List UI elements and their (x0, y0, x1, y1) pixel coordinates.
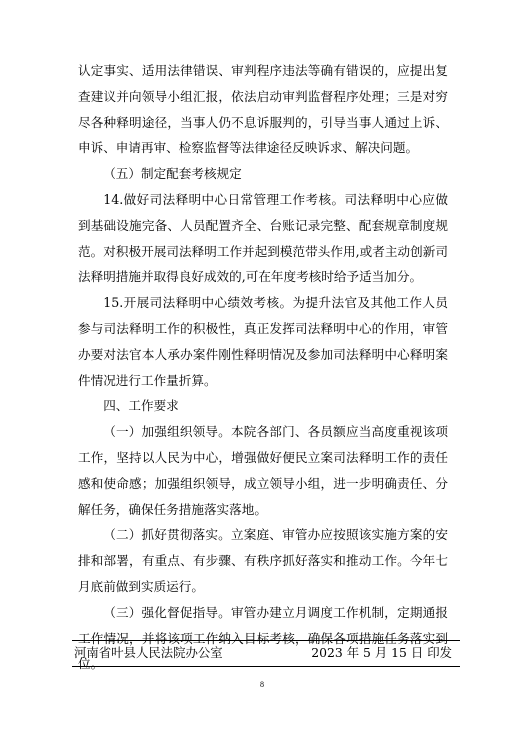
footer-issuer: 河南省叶县人民法院办公室 (74, 645, 223, 660)
footer-bottom-rule (72, 666, 460, 667)
paragraph-requirement-two: （二）抓好贯彻落实。立案庭、审管办应按照该实施方案的安排和部署，有重点、有步骤、有秩序抓好落实和推动工作。今年七月底前做到实质运行。 (78, 527, 448, 594)
paragraph-item-15: 15.开展司法释明中心绩效考核。为提升法官及其他工作人员参与司法释明工作的积极性，真正发挥司法释明中心的作用，审管办要对法官本人承办案件刚性释明情况及参加司法释明中心释明案件情况进行工作量折算。 (78, 295, 448, 388)
footer-top-rule (72, 640, 460, 641)
section-heading-work-requirements: 四、工作要求 (103, 398, 179, 414)
paragraph-item-14: 14.做好司法释明中心日常管理工作考核。司法释明中心应做到基础设施完备、人员配置齐全、台账记录完整、配套规章制度规范。对积极开展司法释明工作并起到模范带头作用,或者主动创新司法释明措施并取得良好成效的,可在年度考核时给予适当加分。 (78, 191, 448, 285)
document-body (78, 58, 448, 677)
paragraph-requirement-three: （三）强化督促指导。审管办建立月调度工作机制，定期通报工作情况，并将该项工作纳入目标考核，确保各项措施任务落实到位。 (78, 604, 448, 672)
page-number: 8 (260, 680, 264, 689)
paragraph-continuation: 认定事实、适用法律错误、审判程序违法等确有错误的，应提出复查建议并向领导小组汇报，依法启动审判监督程序处理；三是对穷尽各种释明途径，当事人仍不息诉服判的，引导当事人通过上诉、申诉、申请再审、检察监督等法律途径反映诉求、解决问题。 (78, 63, 448, 156)
section-heading-five: （五）制定配套考核规定 (103, 166, 242, 182)
footer-issue-date: 2023 年 5 月 15 日 印发 (311, 645, 452, 660)
paragraph-requirement-one: （一）加强组织领导。本院各部门、各员额应当高度重视该项工作，坚持以人民为中心，增强做好便民立案司法释明工作的责任感和使命感；加强组织领导，成立领导小组，进一步明确责任、分解任务，确保任务措施落实落地。 (78, 424, 448, 517)
